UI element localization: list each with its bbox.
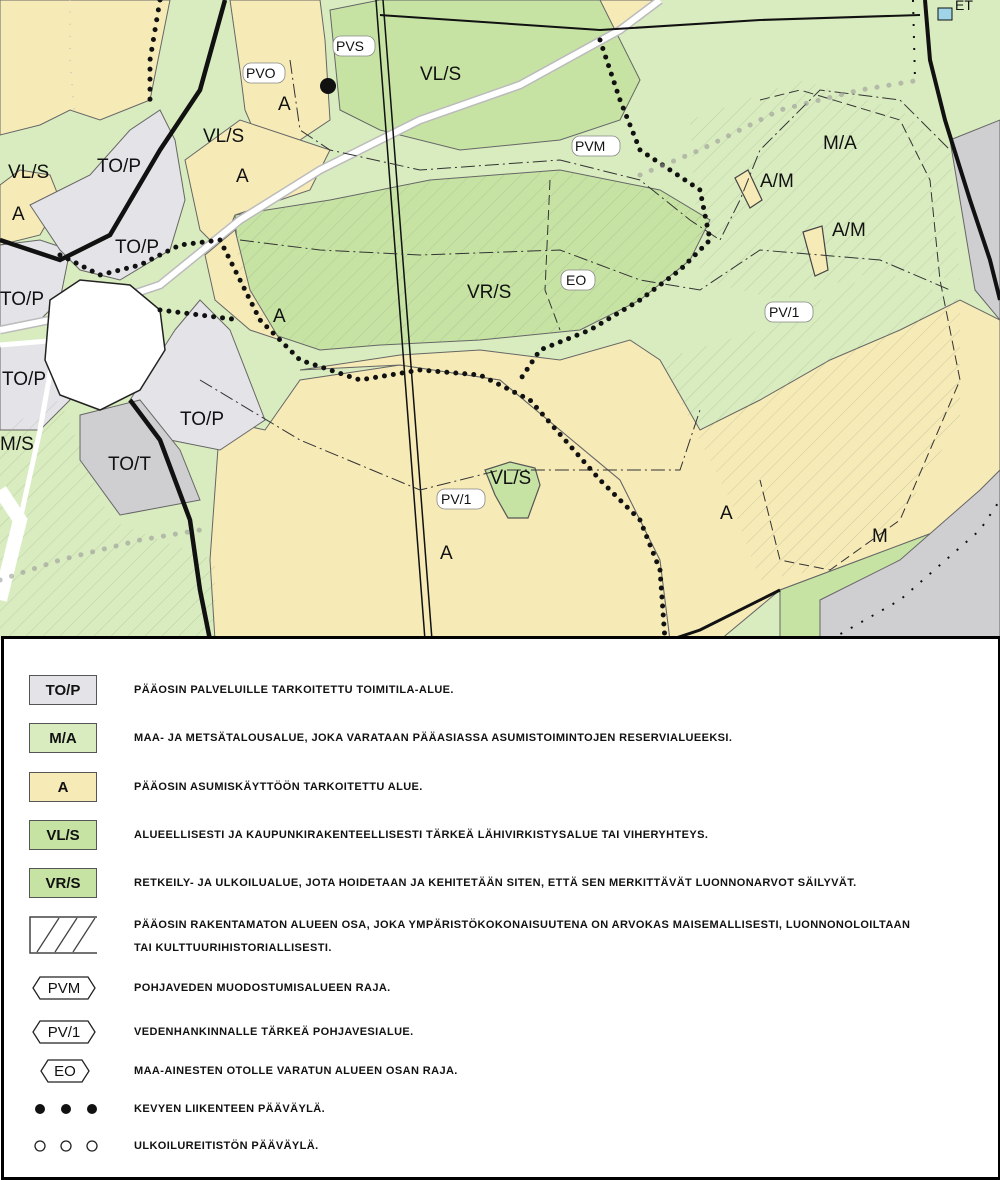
legend-symbol-vls: VL/S <box>29 820 97 850</box>
label-top-4: TO/P <box>2 369 46 390</box>
label-pvm: PVM <box>575 138 606 154</box>
label-a-center: A <box>236 166 249 187</box>
open-dots-icon <box>32 1136 102 1156</box>
hatch-icon <box>29 916 97 954</box>
label-a-south: A <box>440 543 453 564</box>
legend-symbol-pv1: PV/1 <box>47 1023 81 1041</box>
legend-text-ma: MAA- JA METSÄTALOUSALUE, JOKA VARATAAN PÄÄASIASSA ASUMISTOIMINTOJEN RESERVIALUEEKSI. <box>134 732 733 744</box>
legend-row-pv1 <box>4 1017 994 1047</box>
label-pv1-east: PV/1 <box>769 304 800 320</box>
label-tot: TO/T <box>108 454 151 475</box>
label-a-east: A <box>720 503 733 524</box>
label-top-5: TO/P <box>180 409 224 430</box>
label-vls-north: VL/S <box>420 64 462 85</box>
legend-row-ma <box>4 723 994 753</box>
station-point-icon <box>320 78 336 94</box>
legend-symbol-ma: M/A <box>29 723 97 753</box>
legend-row-top <box>4 675 994 705</box>
legend-row-a <box>4 772 994 802</box>
legend-row-light-traffic <box>4 1094 994 1124</box>
map-legend <box>1 636 1000 1180</box>
label-am-1: A/M <box>760 171 794 192</box>
legend-row-hatch <box>4 916 994 954</box>
legend-text-hatch-line1: PÄÄOSIN RAKENTAMATON ALUEEN OSA, JOKA YMPÄRISTÖKOKONAISUUTENA ON ARVOKAS MAISEMALLISESTI, LUONNONOLOILTAAN <box>134 919 911 931</box>
label-a-small: A <box>273 306 286 327</box>
legend-text-a: PÄÄOSIN ASUMISKÄYTTÖÖN TARKOITETTU ALUE. <box>134 781 423 793</box>
label-vls-center: VL/S <box>203 126 245 147</box>
legend-text-vls: ALUEELLISESTI JA KAUPUNKIRAKENTEELLISESTI TÄRKEÄ LÄHIVIRKISTYSALUE TAI VIHERYHTEYS. <box>134 829 709 841</box>
label-et: ET <box>955 0 973 13</box>
label-ma: M/A <box>823 133 857 154</box>
legend-text-eo: MAA-AINESTEN OTOLLE VARATUN ALUEEN OSAN RAJA. <box>134 1065 458 1077</box>
label-pvs: PVS <box>336 38 365 54</box>
label-a-west: A <box>12 204 25 225</box>
legend-text-light-traffic: KEVYEN LIIKENTEEN PÄÄVÄYLÄ. <box>134 1103 326 1115</box>
legend-row-outdoor <box>4 1131 994 1161</box>
legend-text-hatch-line2: TAI KULTTUURIHISTORIALLISESTI. <box>134 942 332 954</box>
legend-text-top: PÄÄOSIN PALVELUILLE TARKOITETTU TOIMITILA-ALUE. <box>134 684 454 696</box>
label-vls-south: VL/S <box>490 468 532 489</box>
label-am-2: A/M <box>832 220 866 241</box>
label-pvo: PVO <box>246 65 276 81</box>
label-top-2: TO/P <box>115 237 159 258</box>
legend-text-outdoor: ULKOILUREITISTÖN PÄÄVÄYLÄ. <box>134 1140 319 1152</box>
legend-row-vls <box>4 820 994 850</box>
label-pv1-south: PV/1 <box>441 491 472 507</box>
legend-symbol-vrs: VR/S <box>29 868 97 898</box>
label-top-3: TO/P <box>0 289 44 310</box>
legend-text-pv1: VEDENHANKINNALLE TÄRKEÄ POHJAVESIALUE. <box>134 1026 414 1038</box>
label-m: M <box>872 526 888 547</box>
label-eo: EO <box>566 272 587 288</box>
label-vls-west: VL/S <box>8 162 50 183</box>
legend-text-vrs: RETKEILY- JA ULKOILUALUE, JOTA HOIDETAAN JA KEHITETÄÄN SITEN, ETTÄ SEN MERKITTÄVÄT LUONNONARVOT SÄILYVÄT. <box>134 877 857 889</box>
legend-symbol-eo: EO <box>54 1062 76 1080</box>
legend-symbol-pvm: PVM <box>47 979 81 997</box>
label-a-north: A <box>278 94 291 115</box>
et-marker-icon <box>938 8 952 20</box>
legend-symbol-top: TO/P <box>29 675 97 705</box>
legend-text-pvm: POHJAVEDEN MUODOSTUMISALUEEN RAJA. <box>134 982 391 994</box>
legend-row-pvm <box>4 973 994 1003</box>
legend-symbol-a: A <box>29 772 97 802</box>
label-vrs: VR/S <box>467 282 512 303</box>
label-top-1: TO/P <box>97 156 141 177</box>
legend-row-vrs <box>4 868 994 898</box>
label-ms: M/S <box>0 434 34 455</box>
legend-row-eo <box>4 1056 994 1086</box>
legend-text-hatch <box>134 914 974 960</box>
filled-dots-icon <box>32 1099 102 1119</box>
